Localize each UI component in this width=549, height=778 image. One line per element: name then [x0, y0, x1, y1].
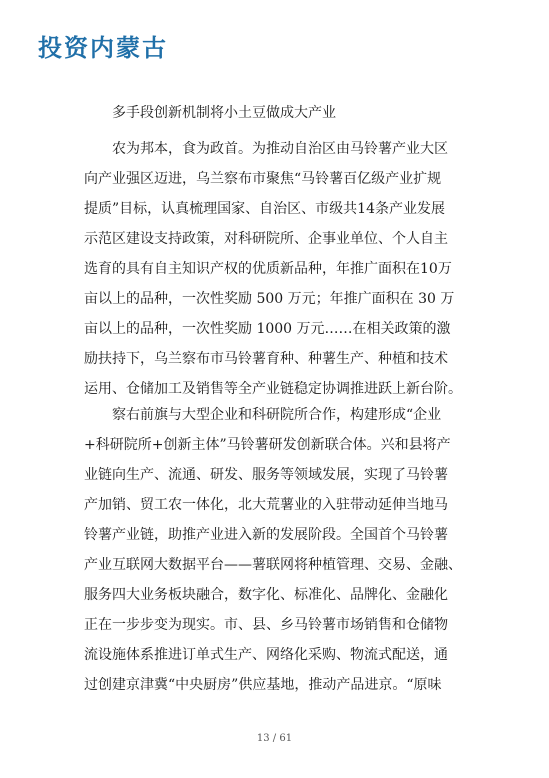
paragraph-line: 流设施体系推进订单式生产、网络化采购、物流式配送，通: [84, 647, 448, 663]
paragraph-1: [84, 134, 499, 404]
paragraph-line: 示范区建设支持政策，对科研院所、企事业单位、个人自主: [84, 231, 448, 247]
paragraph-line: +科研院所+创新主体”马铃薯研发创新联合体。兴和县将产: [84, 437, 451, 453]
paragraph-line: 铃薯产业链，助推产业进入新的发展阶段。全国首个马铃薯: [84, 527, 448, 543]
paragraph-line: 运用、仓储加工及销售等全产业链稳定协调推进跃上新台阶。: [84, 381, 462, 397]
paragraph-line: 励扶持下，乌兰察布市马铃薯育种、种薯生产、种植和技术: [84, 351, 448, 367]
section-heading: 多手段创新机制将小土豆做成大产业: [112, 105, 336, 121]
page-number: 13 / 61: [256, 733, 293, 744]
paragraph-line: 向产业强区迈进，乌兰察布市聚焦“马铃薯百亿级产业扩规: [84, 171, 442, 187]
paragraph-line: 察右前旗与大型企业和科研院所合作，构建形成“企业: [112, 407, 442, 423]
header-title: 投资内蒙古: [38, 34, 168, 62]
paragraph-line: 正在一步步变为现实。市、县、乡马铃薯市场销售和仓储物: [84, 617, 448, 633]
paragraph-line: 产业互联网大数据平台——薯联网将种植管理、交易、金融、: [84, 557, 462, 573]
paragraph-line: 过创建京津冀“中央厨房”供应基地，推动产品进京。“原味: [84, 677, 442, 693]
paragraph-line: 提质”目标，认真梳理国家、自治区、市级共14条产业发展: [84, 201, 445, 217]
paragraph-line: 亩以上的品种，一次性奖励 1000 万元……在相关政策的激: [84, 321, 451, 337]
paragraph-line: 业链向生产、流通、研发、服务等领域发展，实现了马铃薯: [84, 467, 448, 483]
paragraph-line: 选育的具有自主知识产权的优质新品种，年推广面积在10万: [84, 261, 452, 277]
paragraph-line: 农为邦本，食为政首。为推动自治区由马铃薯产业大区: [112, 141, 448, 157]
paragraph-line: 服务四大业务板块融合，数字化、标准化、品牌化、金融化: [84, 587, 448, 603]
paragraph-line: 产加销、贸工农一体化，北大荒薯业的入驻带动延伸当地马: [84, 497, 448, 513]
paragraph-2: [84, 400, 499, 700]
paragraph-line: 亩以上的品种，一次性奖励 500 万元；年推广面积在 30 万: [84, 291, 455, 307]
